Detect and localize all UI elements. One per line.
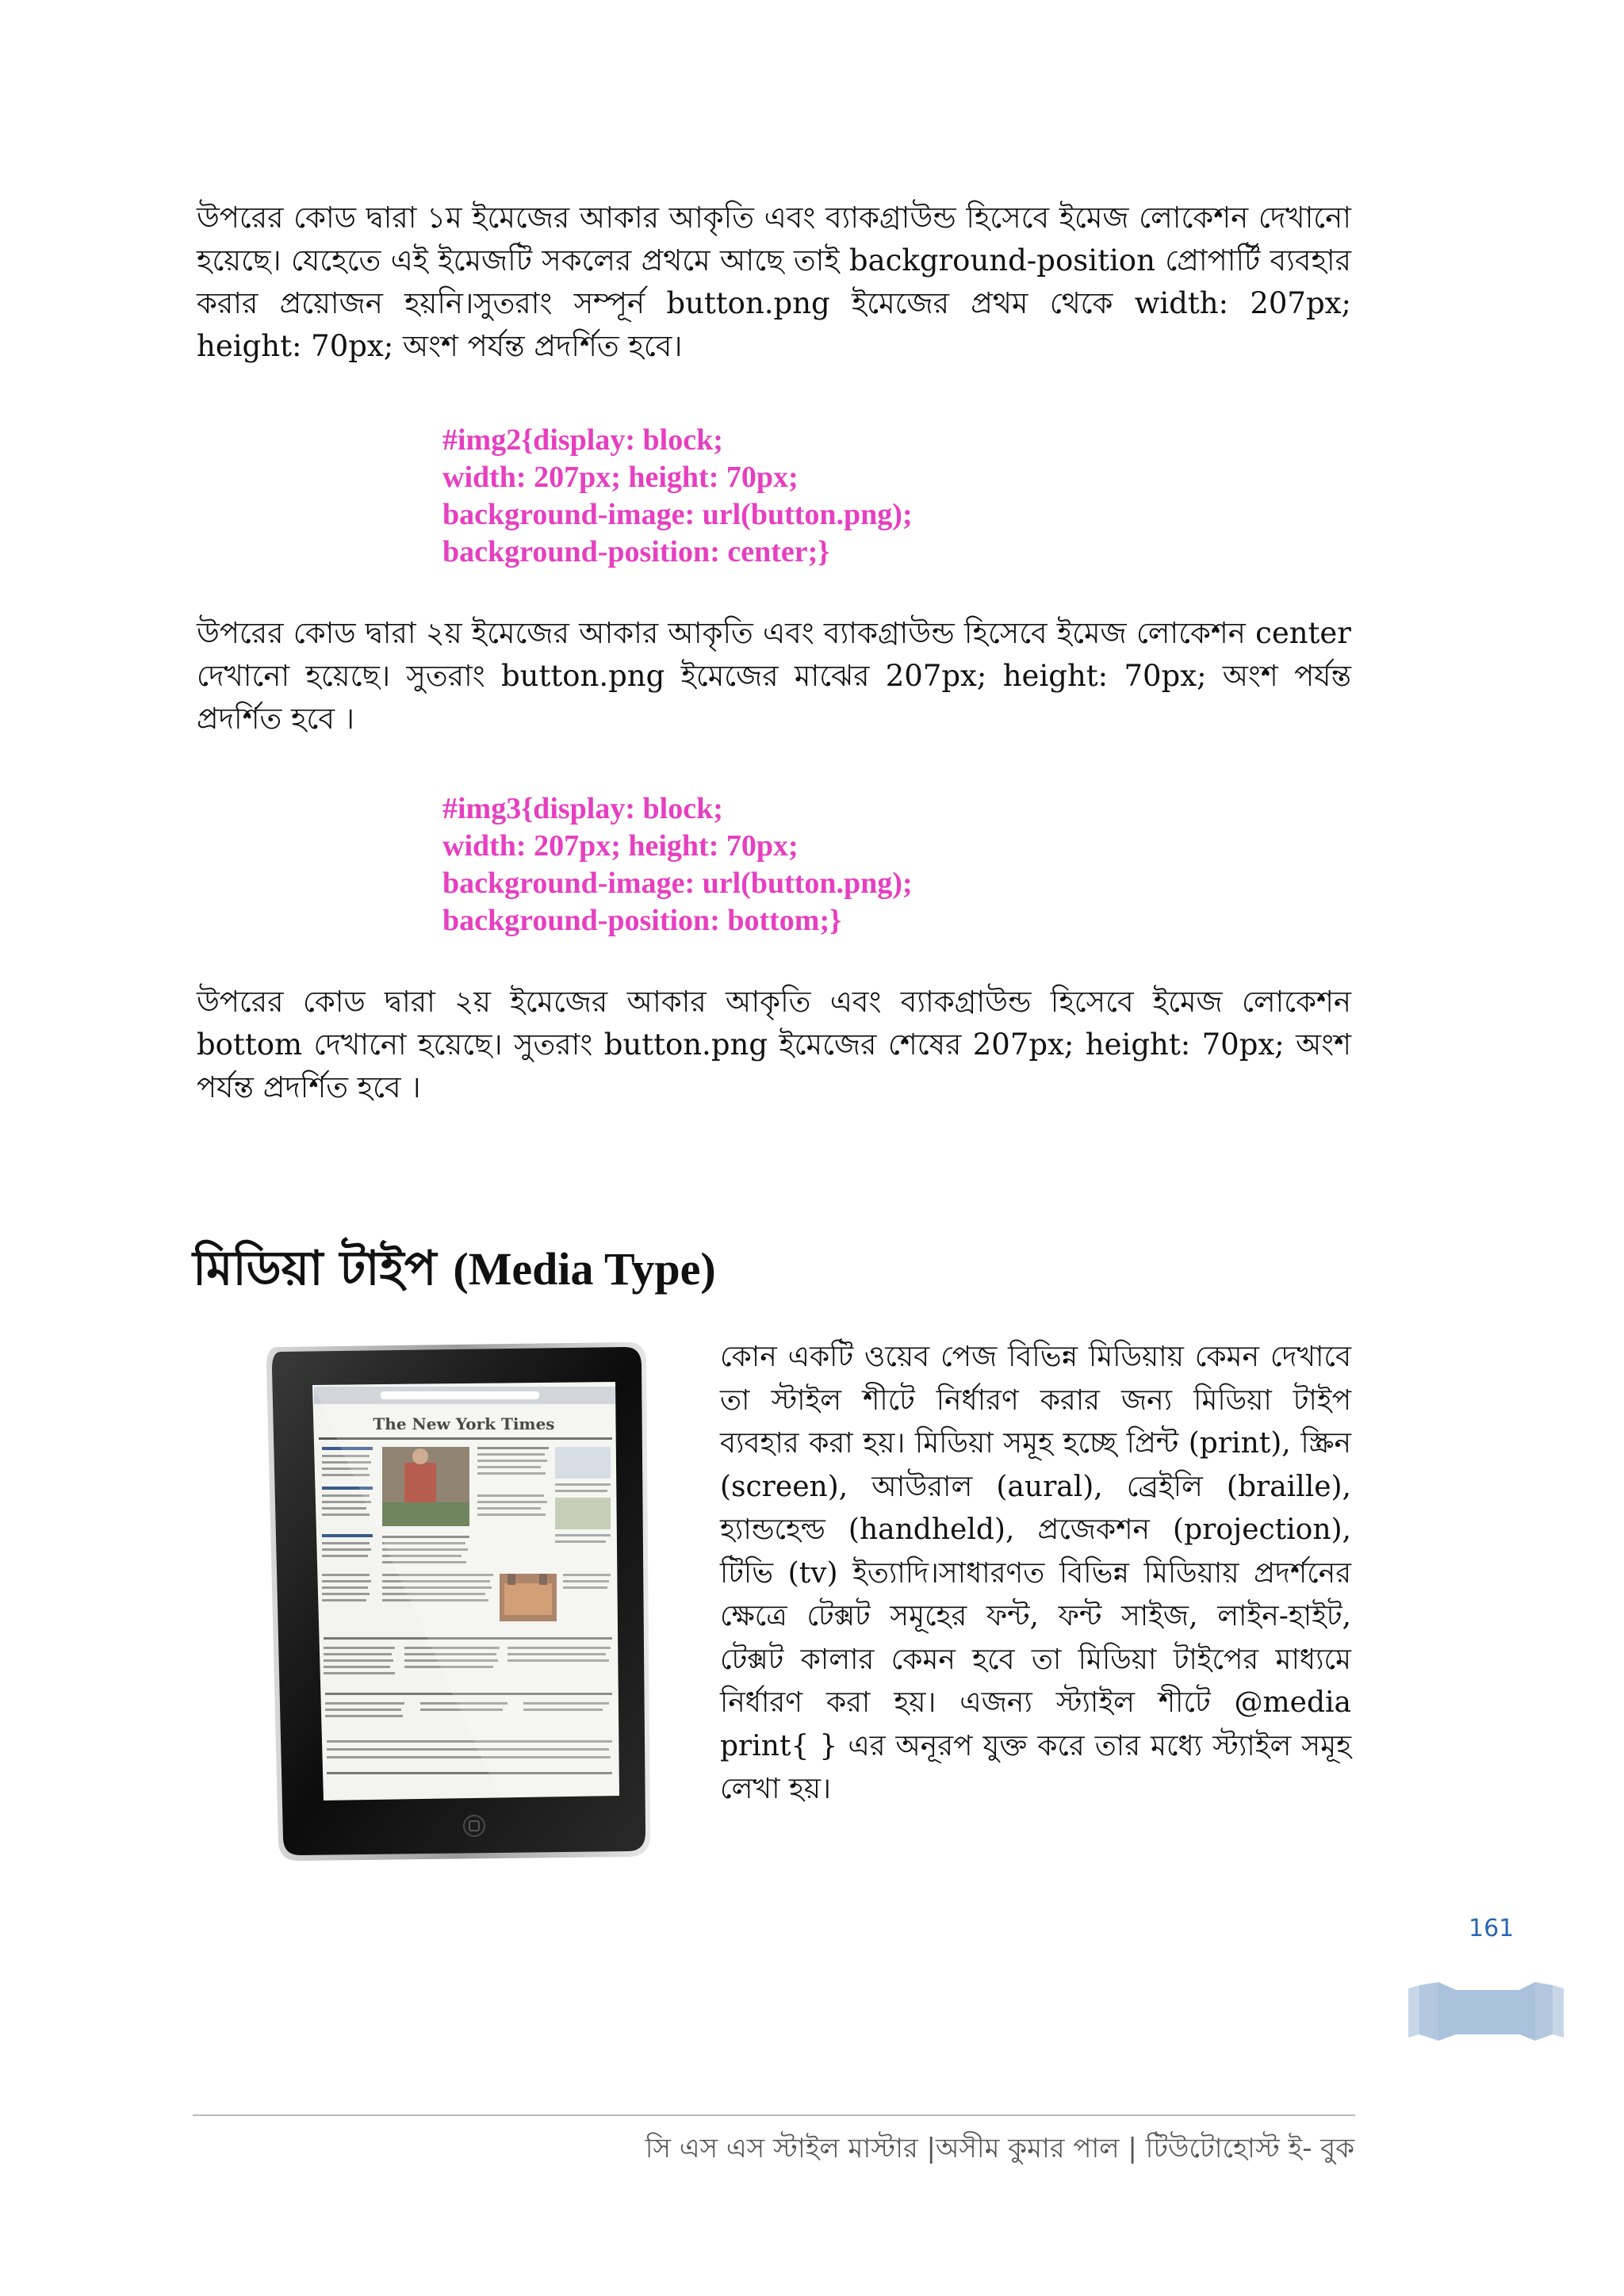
footer-divider xyxy=(193,2114,1355,2116)
paragraph-img3-explanation: উপরের কোড দ্বারা ২য় ইমেজের আকার আকৃতি এবং ব্যাকগ্রাউন্ড হিসেবে ইমেজ লোকেশন bottom দেখানো হয়েছে। সুতরাং button.png ইমেজের শেষের 207px; height: 70px; অংশ পর্যন্ত প্রদর্শিত হবে । xyxy=(197,985,1351,1104)
code-line: background-image: url(button.png); xyxy=(442,867,913,900)
section-heading-english: (Media Type) xyxy=(453,1243,716,1295)
decorative-ribbon xyxy=(1408,1982,1564,2041)
section-heading xyxy=(193,1237,716,1301)
code-line: #img3{display: block; xyxy=(442,792,723,825)
media-type-description: কোন একটি ওয়েব পেজ বিভিন্ন মিডিয়ায় কেমন দেখাবে তা স্টাইল শীটে নির্ধারণ করার জন্য মিডিয়া টাইপ ব্যবহার করা হয়। মিডিয়া সমূহ হচ্ছে প্রিন্ট (print), স্ক্রিন (screen), আউরাল (aural), ব্রেইলি (braille), হ্যান্ডহেল্ড (handheld), প্রজেকশন (projection), টিভি (tv) ইত্যাদি।সাধারণত বিভিন্ন মিডিয়ায় প্রদর্শনের ক্ষেত্রে টেক্সট সমূহের ফন্ট, ফন্ট সাইজ, লাইন-হাইট, টেক্সট কালার কেমন হবে তা মিডিয়া টাইপের মাধ্যমে নির্ধারণ করা হয়। এজন্য স্ট্যাইল শীটে @media print{ } এর অনূরপ যুক্ত করে তার মধ্যে স্ট্যাইল সমূহ লেখা হয়। xyxy=(720,1341,1351,1805)
tablet-masthead: The New York Times xyxy=(373,1414,555,1433)
code-line: width: 207px; height: 70px; xyxy=(442,829,799,863)
section-heading-bengali: মিডিয়া টাইপ xyxy=(193,1241,437,1296)
code-line: background-position: bottom;} xyxy=(442,904,842,937)
code-block-img2 xyxy=(442,422,1156,571)
paragraph-img2-explanation: উপরের কোড দ্বারা ২য় ইমেজের আকার আকৃতি এবং ব্যাকগ্রাউন্ড হিসেবে ইমেজ লোকেশন center দেখানো হয়েছে। সুতরাং button.png ইমেজের মাঝের 207px; height: 70px; অংশ পর্যন্ত প্রদর্শিত হবে । xyxy=(197,616,1351,736)
code-block-img3 xyxy=(442,790,1156,939)
footer-text: সি এস এস স্টাইল মাস্টার |অসীম কুমার পাল | টিউটোহোস্ট ই- বুক xyxy=(645,2133,1354,2164)
code-line: background-position: center;} xyxy=(442,535,830,568)
code-line: #img2{display: block; xyxy=(442,423,723,457)
home-button xyxy=(464,1816,485,1836)
code-line: background-image: url(button.png); xyxy=(442,498,913,531)
page-number: 161 xyxy=(1469,1915,1515,1942)
code-line: width: 207px; height: 70px; xyxy=(442,461,799,494)
paragraph-img1-explanation: উপরের কোড দ্বারা ১ম ইমেজের আকার আকৃতি এবং ব্যাকগ্রাউন্ড হিসেবে ইমেজ লোকেশন দেখানো হয়েছে। যেহেতে এই ইমেজটি সকলের প্রথমে আছে তাই background-position প্রোপার্টি ব্যবহার করার প্রয়োজন হয়নি।সুতরাং সম্পূর্ন button.png ইমেজের প্রথম থেকে width: 207px; height: 70px; অংশ পর্যন্ত প্রদর্শিত হবে। xyxy=(197,201,1351,363)
tablet-image xyxy=(262,1336,652,1863)
